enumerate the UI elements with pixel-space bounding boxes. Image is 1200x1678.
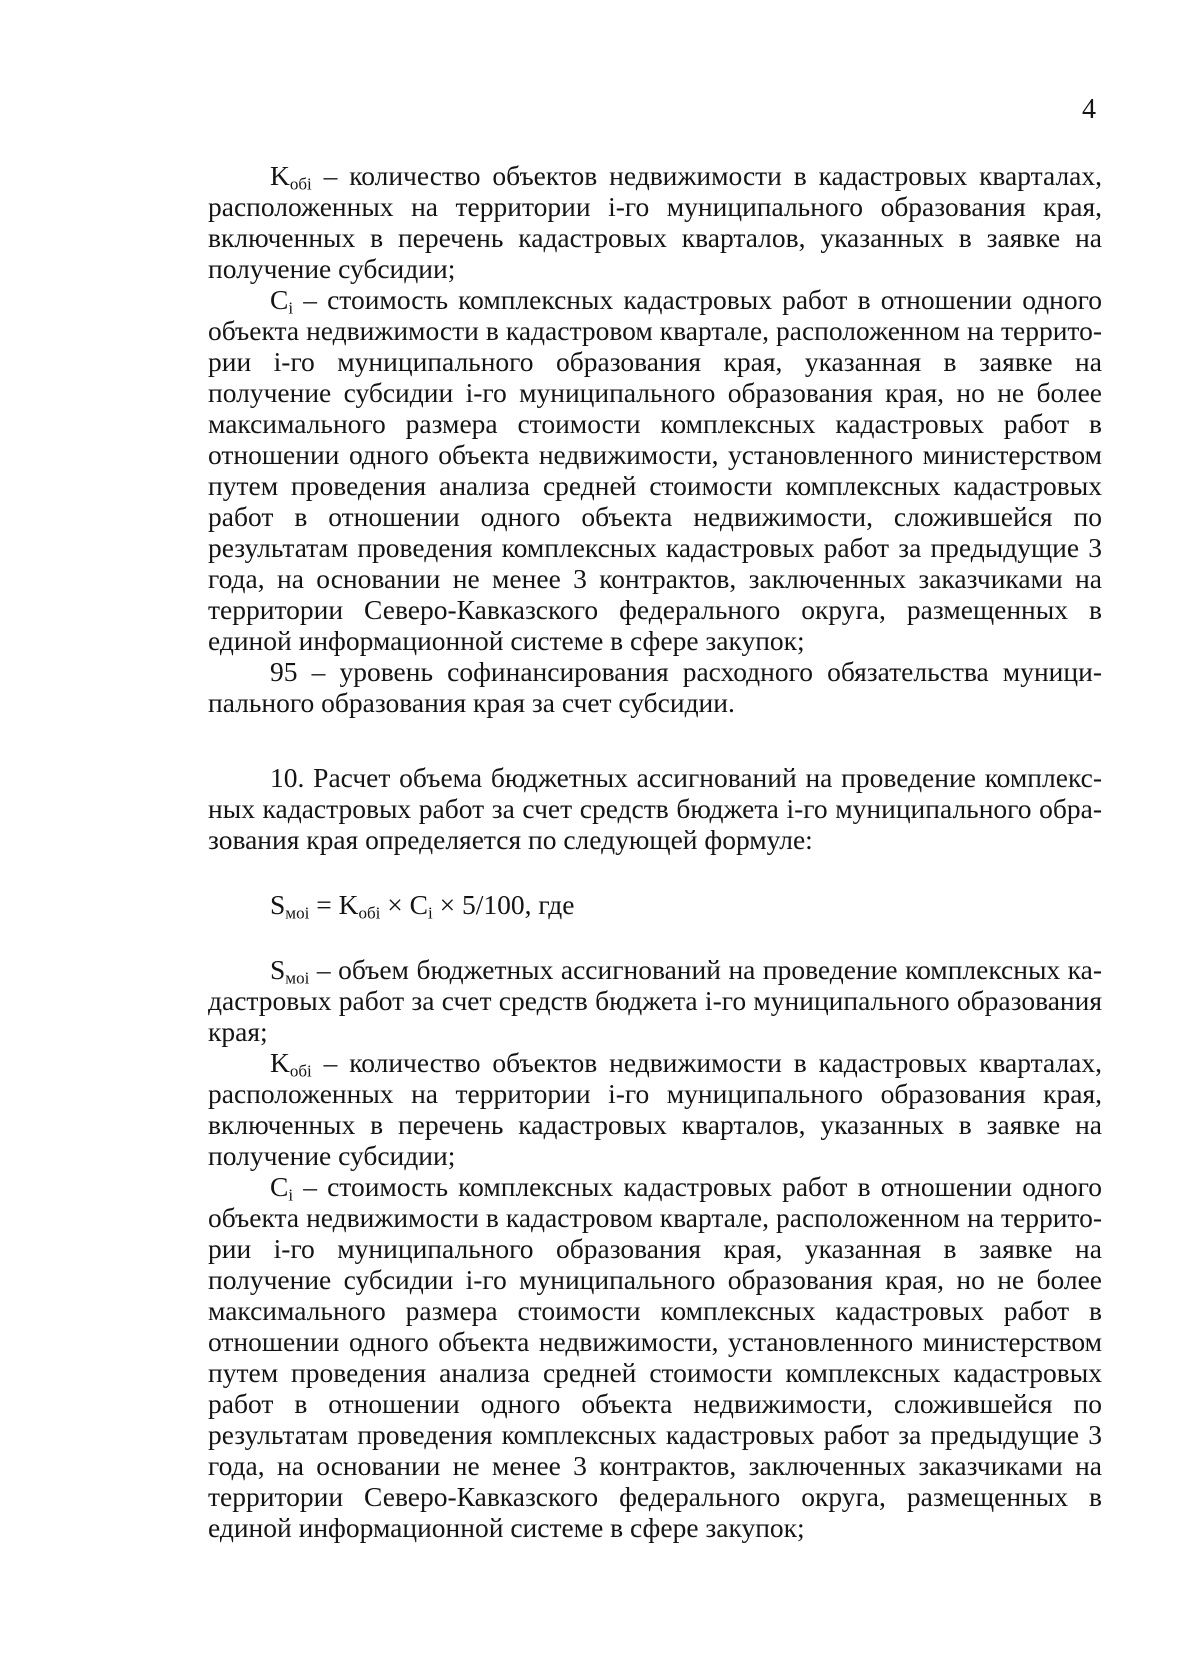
symbol-subscript: i — [288, 298, 294, 318]
symbol-letter: S — [270, 954, 286, 985]
symbol-s — [270, 954, 310, 988]
formula-c-subscript: i — [428, 903, 433, 923]
definition-cofinancing-level: 95 – уровень софинансирования расходного обязательства муниципального образования края за счет субсидии. — [208, 656, 1102, 718]
symbol-c — [270, 1171, 294, 1205]
definition-text: – объем бюджетных ассигнований на проведение комплексных кадастровых работ за счет средств бюджета i-го муниципального образования края; — [208, 954, 1102, 1047]
formula-s-subscript: моi — [285, 903, 310, 923]
formula-k-subscript: обi — [358, 903, 381, 923]
formula-k: K — [338, 889, 359, 920]
symbol-subscript: i — [288, 1185, 294, 1205]
formula-s: S — [270, 889, 286, 920]
section-10-intro: 10. Расчет объема бюджетных ассигнований на проведение комплексных кадастровых работ за счет средств бюджета i-го муниципального образования края определяется по следующей формуле: — [208, 762, 1102, 855]
definition-kobi — [208, 160, 1102, 284]
symbol-subscript: обi — [289, 1061, 312, 1081]
definition-text: – стоимость комплексных кадастровых работ в отношении одного объекта недвижимости в кадастровом квартале, расположенном на территории i-го муниципального образования края, указанная в заявке на получение субсидии i-го муниципального образования края, но не более максимального размера стоимости комплексных кадастровых работ в отношении одного объекта недвижимости, установленного министерством путем проведения анализа средней стоимости комплексных кадастровых работ в отношении одного объекта недвижимости, сложившейся по результатам проведения комплексных кадастровых работ за предыдущие 3 года, на основании не менее 3 контрактов, заключенных заказчиками на территории Северо-Кавказского федерального округа, размещенных в единой информационной системе в сфере закупок; — [208, 1171, 1102, 1543]
formula-c: C — [409, 889, 428, 920]
formula-equals: = — [309, 889, 339, 920]
spacer — [208, 855, 1102, 889]
page-number: 4 — [1082, 94, 1096, 125]
budget-formula — [208, 889, 1102, 923]
document-body — [208, 160, 1102, 1543]
definition-kobi-2 — [208, 1047, 1102, 1171]
symbol-letter: K — [270, 160, 290, 191]
symbol-subscript: обi — [289, 174, 312, 194]
symbol-letter: K — [270, 1047, 290, 1078]
symbol-letter: C — [270, 1171, 289, 1202]
definition-smoi — [208, 954, 1102, 1047]
definition-text: – количество объектов недвижимости в кадастровых кварталах, расположенных на территории i-го муниципального образования края, включенных в перечень кадастровых кварталов, указанных в заявке на получение субсидии; — [208, 1047, 1102, 1171]
symbol-k — [270, 160, 312, 194]
formula-times: × — [380, 889, 410, 920]
definition-text: – стоимость комплексных кадастровых работ в отношении одного объекта недвижимости в кадастровом квартале, расположенном на территории i-го муниципального образования края, указанная в заявке на получение субсидии i-го муниципального образования края, но не более максимального размера стоимости комплексных кадастровых работ в отношении одного объекта недвижимости, установленного министерством путем проведения анализа средней стоимости комплексных кадастровых работ в отношении одного объекта недвижимости, сложившейся по результатам проведения комплексных кадастровых работ за предыдущие 3 года, на основании не менее 3 контрактов, заключенных заказчиками на территории Северо-Кавказского федерального округа, размещенных в единой информационной системе в сфере закупок; — [208, 284, 1102, 656]
definition-text: – количество объектов недвижимости в кадастровых кварталах, расположенных на территории i-го муниципального образования края, включенных в перечень кадастровых кварталов, указанных в заявке на получение субсидии; — [208, 160, 1102, 284]
spacer — [208, 920, 1102, 954]
symbol-subscript: моi — [285, 968, 310, 988]
definition-ci-2 — [208, 1171, 1102, 1543]
formula-tail: × 5/100, где — [432, 889, 575, 920]
spacer — [208, 718, 1102, 762]
symbol-letter: C — [270, 284, 289, 315]
definition-ci — [208, 284, 1102, 656]
symbol-k — [270, 1047, 312, 1081]
symbol-c — [270, 284, 294, 318]
